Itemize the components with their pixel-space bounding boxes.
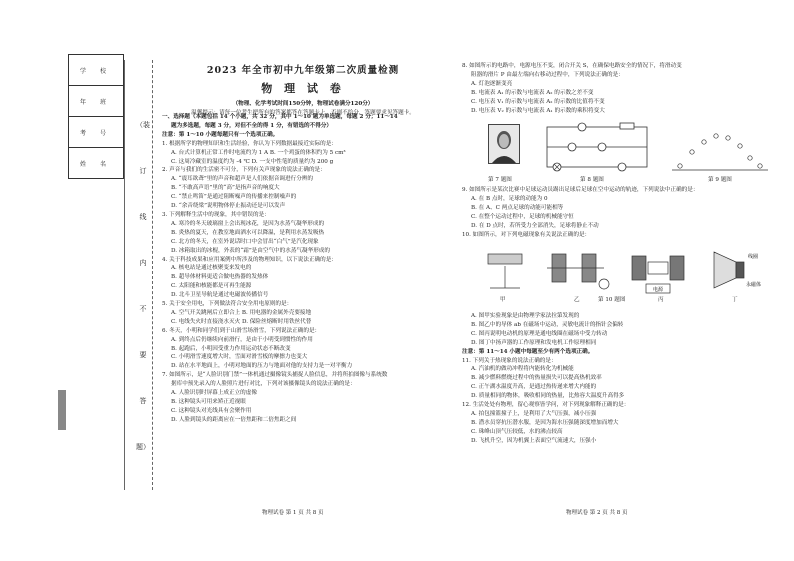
- question-line: D. 站在水平地面上，小明对地面的压力与地面对他的支持力是一对平衡力: [171, 363, 353, 370]
- info-class: [69, 86, 123, 117]
- fig7-caption: 第 7 题图: [488, 177, 512, 183]
- info-school: [69, 55, 123, 86]
- info-school-label: 学 校: [80, 67, 112, 75]
- seal-char: 内: [139, 259, 147, 267]
- question-line: 1. 根据所学的物理知识和生活经验，你认为下列数据最接近实际的是：: [162, 140, 337, 147]
- question-line: 7. 如图所示，是“人脸识别门禁”一体机通过摄像镜头捕捉人脸信息，并将所拍图像与系统数: [162, 372, 388, 379]
- face-photo-figure: [488, 124, 520, 164]
- face-photo-icon: [489, 125, 519, 163]
- fig10-label-b: 乙: [574, 297, 580, 303]
- question-line: A. 到终点后仍继续向前滑行，是由于小明受到惯性的作用: [171, 336, 313, 343]
- question-line: B. 减少燃料燃烧过程中的热量损失可以提高热机效率: [471, 375, 602, 382]
- fig10-d-diagram: [706, 244, 768, 294]
- question-line: C. 太阳能和核能都是可再生能源: [171, 283, 252, 290]
- footer-right: 物理试卷 第 2 页 共 8 页: [566, 510, 628, 516]
- question-line: B. “不敢高声语”里的“高”是指声音的响度大: [171, 185, 280, 192]
- question-line: C. 电压表 V₁ 的示数与电流表 A₂ 的示数的比值将不变: [471, 98, 605, 105]
- seal-char: 要: [139, 351, 147, 359]
- question-line: C. 珠峰山顶气压较低，水的沸点较高: [471, 428, 563, 435]
- fig10-magnet-label: 永磁体: [746, 282, 762, 288]
- question-line: 2. 声音与我们的生活密不可分，下列有关声现象的说法正确的是：: [162, 167, 326, 174]
- question-line: D. “余音绕梁”说明物体停止振动还是可以发声: [171, 203, 286, 210]
- question-line: C. 小明滑雪速度增大时，雪面对滑雪板的摩擦力也变大: [171, 354, 308, 361]
- question-line: A. 空气开关跳闸后立即合上 B. 用电器的金属外壳要接地: [171, 309, 312, 316]
- exam-info: （物理、化学考试时间150分钟，物理试卷满分120分）: [232, 101, 374, 107]
- right-column-middle: [462, 186, 762, 239]
- question-line: B. 起跑后，小明因受重力作用运动状态不断改变: [171, 345, 291, 352]
- question-line: A. 拍包撞篮撞子上，是利用了大气压强，减小压强: [471, 410, 597, 417]
- seal-char: 题）: [136, 443, 150, 451]
- question-line: 注意：第 11～14 小题中每题至少有两个选项正确。: [462, 348, 594, 355]
- question-line: D. 北斗卫星导航是通过电磁波传播信号: [171, 292, 269, 299]
- fig10-power-label: 电源: [652, 287, 664, 293]
- question-line: D. 飞机升空，因为机翼上表面空气流速大，压强小: [471, 437, 597, 444]
- fig10-a-diagram: [480, 244, 530, 294]
- fig10-label-d: 丁: [732, 297, 738, 303]
- question-line: 9. 如图所示是某次比赛中足球运动员踢出足球后足球在空中运动的轨迹，下列说法中正确的是：: [462, 187, 699, 193]
- question-line: D. 人脸到镜头的距离应在一倍焦距和二倍焦距之间: [171, 416, 297, 423]
- question-line: C. 正午湖水温度升高，是通过热传递来增大内能的: [471, 384, 597, 391]
- right-column-bottom: [462, 312, 762, 446]
- ball-trajectory-diagram: [670, 120, 770, 175]
- question-line: 5. 关于安全用电，下列做法符合安全用电原则的是：: [162, 301, 293, 308]
- question-line: C. 在整个运动过程中，足球的机械能守恒: [471, 213, 574, 220]
- info-class-label: 年 班: [80, 98, 112, 106]
- question-line: C. 图丙说明电动机的原理是通电线圈在磁场中受力转动: [471, 330, 608, 337]
- question-line: B. 炎热的夏天，在教室地面洒水可以降温，是利用水蒸发吸热: [171, 229, 325, 236]
- info-exam-number-label: 考 号: [80, 129, 112, 137]
- exam-header: [158, 62, 448, 118]
- question-line: C. 北方的冬天，在室外说话时口中会冒出“白气”是汽化现象: [171, 238, 319, 245]
- question-line: D. 图丁中扬声器的工作原理和发电机工作原理相同: [471, 339, 597, 346]
- fig10-b-diagram: [542, 244, 612, 294]
- question-line: 8. 如图所示的电路中，电源电压不变，闭合开关 S，在确保电路安全的情况下，将滑动变: [462, 63, 682, 69]
- seal-char: 不: [139, 305, 147, 313]
- question-line: 注意：第 1～10 小题每题只有一个选项正确。: [162, 131, 279, 138]
- question-line: 10. 如图所示，对下列电磁现象有关说法正确的是：: [462, 231, 591, 238]
- question-line: B. 电流表 A₁ 的示数与电流表 A₂ 的示数之差不变: [471, 89, 594, 96]
- question-line: A. 灯泡逐渐变亮: [471, 80, 513, 87]
- question-line: 6. 冬天，小明和同学们到于山滑雪场滑雪，下列说法正确的是：: [162, 327, 321, 334]
- question-line: A. 图甲实验现象是由物理学家法拉第发现的: [471, 313, 580, 319]
- question-line: 4. 关于科技成果和应用案例中所涉及的物理知识，以下说法正确的是：: [162, 256, 337, 263]
- question-line: A. 核电站是通过核聚变来发电的: [171, 265, 252, 272]
- exam-title: 2023 年全市初中九年级第二次质量检测: [206, 65, 400, 76]
- question-line: A. 在 B 点时，足球的动能为 0: [471, 195, 548, 202]
- question-line: A. “震耳欲聋”里的声音和超声是人们依据音调进行分辨的: [171, 176, 313, 183]
- left-column: [162, 113, 452, 425]
- question-line: D. 冰箱取出的冰棍，外表的“霜”是由空气中的水蒸气凝华形成的: [171, 247, 330, 254]
- circuit-diagram: [542, 122, 652, 172]
- question-line: B. 在 A、C 两点足球的动能可能相等: [471, 204, 564, 211]
- student-info-table: [68, 54, 124, 179]
- question-line: D. 在 D 点时，若所受力全部消失，足球将静止不动: [471, 222, 599, 229]
- question-line: B. 图乙中的导体 ab 在磁场中运动，灵敏电流计的指针会偏转: [471, 321, 624, 328]
- scan-mark: [58, 390, 66, 430]
- fig10-c-diagram: [626, 244, 696, 294]
- question-line: 阻器的滑片 P 由最左端向右移动过程中，下列说法正确的是：: [471, 71, 624, 78]
- question-line: 一、选择题（本题包括 14 个小题，共 32 分，其中 1～10 题为单选题，每题 2 分；11～14: [162, 114, 398, 120]
- footer-left: 物理试卷 第 1 页 共 8 页: [262, 510, 324, 516]
- question-line: C. 这周冷藏室的温度约为 -4 ℃ D. 一支中性笔的质量约为 200 g: [171, 158, 334, 165]
- seal-char: 订: [139, 167, 147, 175]
- question-line: C. “禁止鸣笛”是通过阻断噪声的传播来控制噪声的: [171, 194, 297, 201]
- seal-char: 答: [139, 397, 147, 405]
- info-name: [69, 148, 123, 178]
- fig10-coil-label: 线圈: [748, 254, 759, 260]
- question-line: A. 人脸识别时屏幕上成正立的虚像: [171, 390, 257, 397]
- question-line: D. 质量相同的物体，吸收相同的热量，比热容大温度升高得多: [471, 393, 625, 400]
- question-line: A. 寒冷的冬天玻璃窗上会出现冰花，是因为水蒸气凝华形成的: [171, 220, 325, 227]
- question-line: 11. 下列关于热现象的说法正确的是：: [462, 357, 557, 364]
- question-line: B. 超导体材料更适合做电热器的发热体: [171, 274, 269, 281]
- fig10-label-c: 丙: [658, 297, 664, 303]
- question-line: C. 电线失火时直接浇水灭火 D. 保险丝熔断时用铁丝代替: [171, 318, 312, 325]
- exam-notice: 温馨提示：请每一位考生把所有的答案都答在答题卡上，否则不给分，答题要求见答题卡。: [191, 109, 415, 116]
- binding-solid-line: [124, 60, 125, 490]
- seal-notice: [136, 120, 150, 488]
- question-line: 3. 下列解释生活中的现象，其中错误的是：: [162, 211, 270, 218]
- question-line: 题为多选题，每题 3 分，对但不全的得 1 分，有错选的不得分）: [171, 122, 333, 129]
- question-line: A. 汽油机的做功冲程将内能转化为机械能: [471, 366, 574, 373]
- info-exam-number: [69, 117, 123, 148]
- question-line: C. 这种镜头对光线具有会聚作用: [171, 407, 252, 414]
- info-name-label: 姓 名: [80, 160, 112, 168]
- seal-char: 线: [139, 213, 147, 221]
- binding-dashed-line: [152, 60, 153, 490]
- question-line: 12. 生活处处有物理，留心观察皆学问，对下列现象解释正确的是：: [462, 402, 630, 409]
- fig10-label-a: 甲: [500, 297, 506, 303]
- question-line: B. 潜水员穿抗压潜水服，是因为海水压强随深度增加而增大: [471, 419, 619, 426]
- question-line: 据库中预先录入的人脸照片进行对比，下列对该摄像镜头的说法正确的是：: [171, 381, 356, 388]
- fig10-row: [470, 242, 770, 308]
- exam-subject: 物 理 试 卷: [261, 82, 345, 95]
- question-line: D. 电压表 V₂ 的示数与电流表 A₁ 的示数的乘积将变大: [471, 107, 605, 114]
- question-line: A. 台式计算机正常工作时电流约为 1 A B. 一个鸡蛋的体积约为 5 cm³: [171, 149, 346, 156]
- question-line: B. 这种镜头可用来矫正近视眼: [171, 399, 246, 405]
- seal-char: （装: [136, 121, 150, 129]
- fig10-caption: 第 10 题图: [598, 297, 626, 303]
- right-column-top: [462, 62, 762, 115]
- fig9-caption: 第 9 题图: [708, 177, 732, 183]
- fig8-caption: 第 8 题图: [580, 177, 604, 183]
